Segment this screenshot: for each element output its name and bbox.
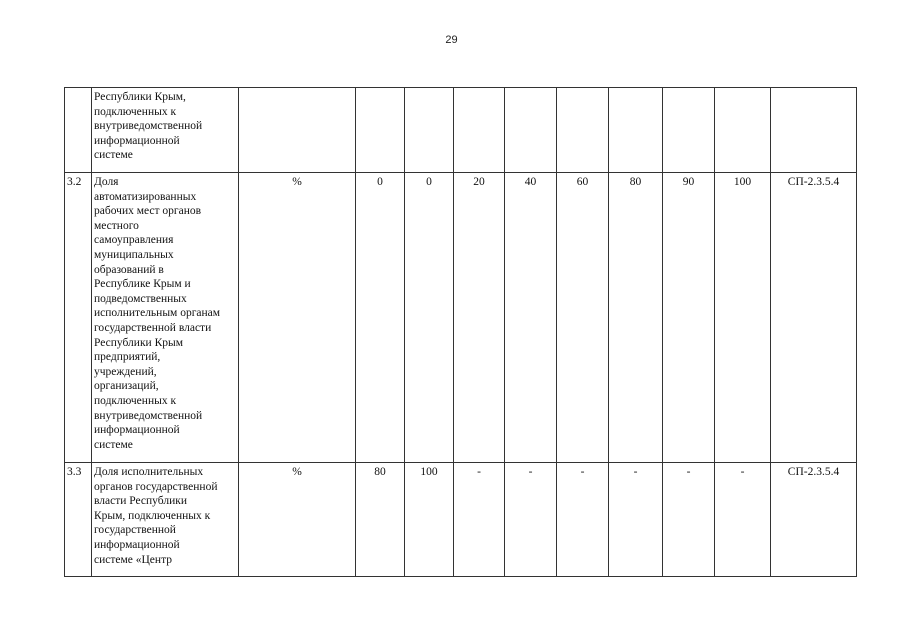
source-code-cell: СП-2.3.5.4 bbox=[771, 173, 857, 463]
value-cell: - bbox=[505, 463, 557, 577]
table-row bbox=[65, 88, 857, 173]
table-row bbox=[65, 463, 857, 577]
value-cell: 0 bbox=[405, 173, 454, 463]
indicator-name-cell bbox=[92, 463, 239, 577]
value-cell: 90 bbox=[663, 173, 715, 463]
indicator-name: Республики Крым, подключенных к внутриведомственной информационной системе bbox=[94, 91, 203, 162]
source-code-cell: СП-2.3.5.4 bbox=[771, 463, 857, 577]
row-number-cell: 3.2 bbox=[65, 173, 92, 463]
value-cell bbox=[715, 88, 771, 173]
value-cell bbox=[405, 88, 454, 173]
unit-cell: % bbox=[239, 463, 356, 577]
value-cell: - bbox=[454, 463, 505, 577]
source-code-cell bbox=[771, 88, 857, 173]
indicator-name-cell bbox=[92, 88, 239, 173]
value-cell bbox=[663, 88, 715, 173]
value-cell bbox=[609, 88, 663, 173]
indicator-name-cell bbox=[92, 173, 239, 463]
indicator-name: Доля исполнительных органов государственной власти Республики Крым, подключенных к государственной информационной системе «Центр bbox=[94, 466, 218, 566]
value-cell: 40 bbox=[505, 173, 557, 463]
value-cell bbox=[356, 88, 405, 173]
value-cell: 20 bbox=[454, 173, 505, 463]
value-cell: 80 bbox=[356, 463, 405, 577]
indicator-name: Доля автоматизированных рабочих мест органов местного самоуправления муниципальных образований в Республике Крым и подведомственных исполнительным органам государственной власти Республики Крым предприятий, учреждений, организаций, подключенных к внутриведомственной информационной системе bbox=[94, 176, 221, 451]
value-cell: - bbox=[663, 463, 715, 577]
unit-cell: % bbox=[239, 173, 356, 463]
unit-cell bbox=[239, 88, 356, 173]
value-cell: 100 bbox=[715, 173, 771, 463]
value-cell: 100 bbox=[405, 463, 454, 577]
row-number-cell bbox=[65, 88, 92, 173]
page-number: 29 bbox=[445, 34, 458, 46]
indicators-table bbox=[64, 87, 857, 577]
value-cell: 0 bbox=[356, 173, 405, 463]
table-row bbox=[65, 173, 857, 463]
value-cell: - bbox=[609, 463, 663, 577]
value-cell bbox=[557, 88, 609, 173]
value-cell: 80 bbox=[609, 173, 663, 463]
row-number-cell: 3.3 bbox=[65, 463, 92, 577]
value-cell: 60 bbox=[557, 173, 609, 463]
value-cell: - bbox=[715, 463, 771, 577]
value-cell bbox=[454, 88, 505, 173]
value-cell bbox=[505, 88, 557, 173]
value-cell: - bbox=[557, 463, 609, 577]
